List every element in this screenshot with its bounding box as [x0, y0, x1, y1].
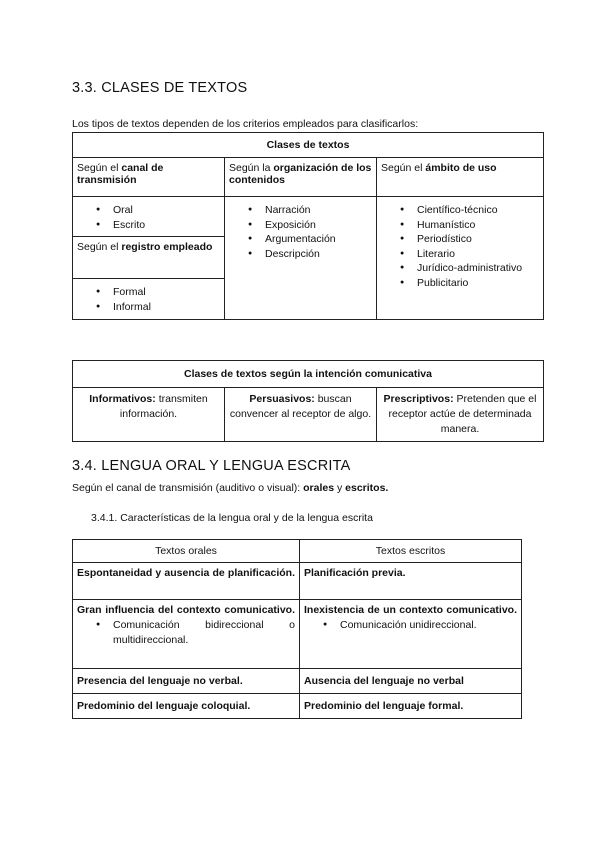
prescriptivos-cell: Prescriptivos: Pretenden que el receptor actúe de determinada manera.	[377, 388, 544, 442]
header-organizacion: Según la organización de los contenidos	[225, 158, 377, 197]
list-item: ● Humanístico	[417, 218, 539, 233]
section-3-3-intro: Los tipos de textos dependen de los criterios empleados para clasificarlos:	[72, 118, 419, 130]
list-item: ● Narración	[265, 203, 372, 218]
list-item: ● Formal	[113, 285, 220, 300]
subsection-heading: 3.4.1. Características de la lengua oral y de la lengua escrita	[91, 512, 373, 524]
list-item: ● Informal	[113, 300, 220, 315]
section-3-4-intro: Según el canal de transmisión (auditivo o visual): orales y escritos.	[72, 482, 389, 494]
list-item: ● Escrito	[113, 218, 220, 233]
header-oral: Textos orales	[73, 540, 300, 563]
list-item: ● Comunicación bidireccional o multidireccional.	[113, 618, 295, 647]
oral-cell: Presencia del lenguaje no verbal.	[73, 669, 300, 694]
list-item: ● Jurídico-administrativo	[417, 261, 539, 276]
list-item: ● Periodístico	[417, 232, 539, 247]
informativos-cell: Informativos: transmiten información.	[73, 388, 225, 442]
ambito-cell	[377, 197, 544, 320]
list-item: ● Exposición	[265, 218, 372, 233]
intention-table-title: Clases de textos según la intención comunicativa	[73, 361, 544, 388]
section-3-3-heading: 3.3. CLASES DE TEXTOS	[72, 80, 248, 96]
header-ambito: Según el ámbito de uso	[377, 158, 544, 197]
list-item: ● Descripción	[265, 247, 372, 262]
list-item: ● Comunicación unidireccional.	[340, 618, 517, 633]
registro-list	[77, 285, 220, 314]
escrito-cell: Ausencia del lenguaje no verbal	[300, 669, 522, 694]
oral-cell: Gran influencia del contexto comunicativo. ● Comunicación bidireccional o multidireccional.	[73, 600, 300, 669]
canal-list	[77, 203, 220, 232]
header-canal: Según el canal de transmisión	[73, 158, 225, 197]
escrito-context-list	[304, 618, 517, 633]
oral-cell: Espontaneidad y ausencia de planificación.	[73, 563, 300, 600]
oral-context-list	[77, 618, 295, 647]
escrito-cell: Inexistencia de un contexto comunicativo. ● Comunicación unidireccional.	[300, 600, 522, 669]
list-item: ● Publicitario	[417, 276, 539, 291]
header-escrito: Textos escritos	[300, 540, 522, 563]
escrito-cell: Predominio del lenguaje formal.	[300, 694, 522, 719]
canal-registro-cell	[73, 197, 225, 320]
organizacion-cell	[225, 197, 377, 320]
list-item: ● Literario	[417, 247, 539, 262]
ambito-list	[381, 203, 539, 290]
oral-written-table	[72, 539, 522, 719]
list-item: ● Oral	[113, 203, 220, 218]
intention-table	[72, 360, 544, 442]
persuasivos-cell: Persuasivos: buscan convencer al receptor de algo.	[225, 388, 377, 442]
table-title: Clases de textos	[73, 133, 544, 158]
header-registro: Según el registro empleado	[73, 237, 224, 279]
escrito-cell: Planificación previa.	[300, 563, 522, 600]
organizacion-list	[229, 203, 372, 261]
text-classes-table	[72, 132, 544, 320]
section-3-4-heading: 3.4. LENGUA ORAL Y LENGUA ESCRITA	[72, 458, 351, 474]
list-item: ● Argumentación	[265, 232, 372, 247]
oral-cell: Predominio del lenguaje coloquial.	[73, 694, 300, 719]
list-item: ● Científico-técnico	[417, 203, 539, 218]
